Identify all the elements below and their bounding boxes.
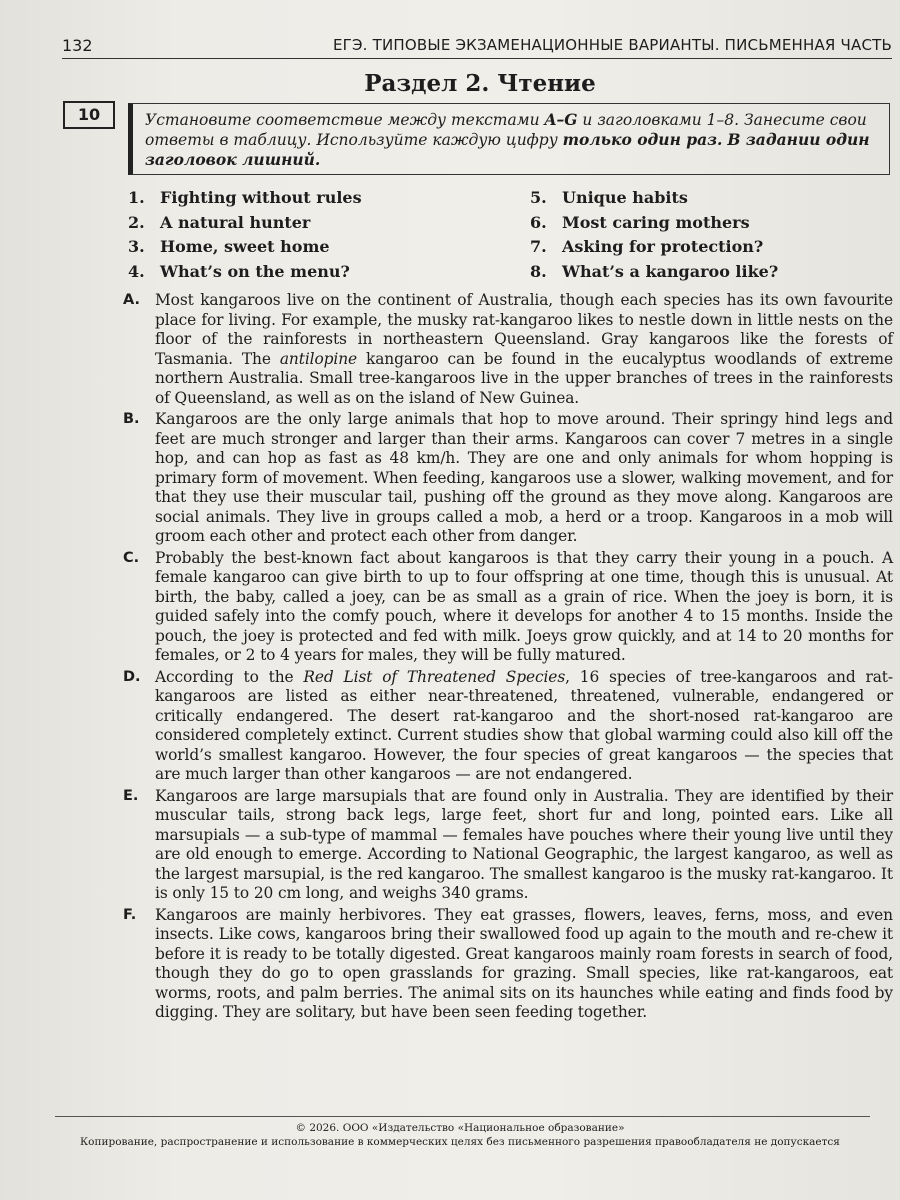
text-letter: A.: [123, 292, 140, 308]
text-body: [155, 668, 893, 785]
heading-number: 4.: [128, 261, 145, 281]
heading-item: [530, 188, 890, 213]
heading-text: What’s a kangaroo like?: [562, 261, 779, 281]
text-a: [123, 291, 893, 408]
running-title: ЕГЭ. ТИПОВЫЕ ЭКЗАМЕНАЦИОННЫЕ ВАРИАНТЫ. ПИСЬМЕННАЯ ЧАСТЬ: [332, 36, 892, 54]
text-fragment: , 16 species of tree-kangaroos and rat-kangaroos are listed as either near-threatened, threatened, vulnerable, endangered or critically endangered. The desert rat-kangaroo and the short-nosed rat-kangaroo are considered completely extinct. Current studies show that global warming could also kill off the world’s smallest kangaroo. However, the four species of great kangaroos — the species that are much larger than other kangaroos — are not endangered.: [155, 667, 893, 783]
instruction-emphasis: A–G: [544, 110, 578, 129]
heading-item: [128, 237, 508, 262]
heading-item: [128, 213, 508, 238]
text-body: Probably the best-known fact about kangaroos is that they carry their young in a pouch. A female kangaroo can give birth to up to four offspring at one time, though this is unusual. At birth, the baby, called a joey, can be as small as a grain of rice. When the joey is born, it is guided safely into the comfy pouch, where it develops for another 4 to 15 months. Inside the pouch, the joey is protected and fed with milk. Joeys grow quickly, and at 14 to 20 months for females, or 2 to 4 years for males, they will be fully matured.: [155, 548, 893, 664]
text-body: [155, 291, 893, 408]
text-letter: D.: [123, 668, 141, 685]
heading-text: Home, sweet home: [160, 237, 330, 256]
task-instruction: [128, 103, 890, 175]
text-letter: C.: [123, 549, 140, 566]
text-e: [123, 787, 893, 904]
heading-item: [530, 213, 890, 238]
text-c: [123, 549, 893, 666]
instruction-text: Установите соответствие между текстами: [145, 111, 545, 129]
text-letter: F.: [123, 906, 137, 923]
text-fragment: Most kangaroos live on the continent of Australia, though each species has its own favourite place for living. For example, the musky rat-kangaroo likes to nestle down in little nests on the floor of the rainforests in northeastern Queensland. Gray kangaroos like the forests of Tasmania. The: [155, 291, 893, 368]
heading-item: [530, 262, 890, 287]
page-number: 132: [62, 36, 93, 55]
text-fragment: According to the: [155, 667, 304, 686]
heading-text: Fighting without rules: [160, 188, 362, 207]
reading-texts: [123, 291, 893, 1025]
heading-text: Asking for protection?: [562, 237, 764, 256]
text-italic: antilopine: [279, 349, 358, 368]
heading-text: A natural hunter: [160, 212, 311, 232]
instruction-text: и заголовками 1–8. Занесите свои ответы в таблицу. Используйте каждую цифру: [145, 111, 867, 149]
heading-number: 6.: [530, 212, 547, 232]
heading-number: 2.: [128, 212, 145, 232]
text-body: Kangaroos are large marsupials that are found only in Australia. They are identified by their muscular tails, strong back legs, large feet, short fur and long, pointed ears. Like all marsupials — a sub-type of mammal — females have pouches where their young live until they are old enough to emerge. According to National Geographic, the largest kangaroo, as well as the largest marsupial, is the red kangaroo. The smallest kangaroo is the musky rat-kangaroo. It is only 15 to 20 cm long, and weighs 340 grams.: [155, 786, 893, 902]
footer-divider: [55, 1116, 870, 1117]
heading-text: What’s on the menu?: [160, 261, 350, 281]
section-title: Раздел 2. Чтение: [364, 70, 596, 97]
instruction-emphasis: В задании один заголовок лишний.: [145, 130, 870, 169]
text-letter: E.: [123, 787, 139, 804]
heading-item: [530, 237, 890, 262]
heading-number: 3.: [128, 237, 145, 256]
heading-number: 1.: [128, 188, 145, 207]
heading-text: Unique habits: [562, 188, 688, 207]
text-letter: B.: [123, 411, 140, 427]
task-number: 10: [63, 101, 115, 129]
instruction-emphasis: только один раз.: [562, 130, 723, 149]
heading-number: 8.: [530, 261, 547, 281]
headings-list-right: [530, 188, 890, 286]
text-italic: Red List of Threatened Species: [303, 667, 566, 686]
page-footer: [40, 1121, 880, 1149]
heading-item: [128, 188, 508, 213]
heading-item: [128, 262, 508, 287]
text-d: [123, 668, 893, 785]
page-header: [62, 36, 892, 59]
text-body: Kangaroos are mainly herbivores. They eat grasses, flowers, leaves, ferns, moss, and even insects. Like cows, kangaroos bring their swallowed food up again to the mouth and re-chew it before it is ready to be totally digested. Great kangaroos mainly roam forests in search of food, though they do go to open grasslands for grazing. Small species, like rat-kangaroos, eat worms, roots, and palm berries. The animal sits on its haunches while eating and finds food by digging. They are solitary, but have been seen feeding together.: [155, 905, 893, 1021]
footer-notice: Копирование, распространение и использование в коммерческих целях без письменного разрешения правообладателя не допускается: [80, 1136, 840, 1148]
headings-list-left: [128, 188, 508, 286]
text-body: Kangaroos are the only large animals that hop to move around. Their springy hind legs and feet are much stronger and larger than their arms. Kangaroos can cover 7 metres in a single hop, and can hop as fast as 48 km/h. They are one and only animals for whom hopping is primary form of movement. When feeding, kangaroos use a slower, walking movement, and for that they use their muscular tail, pushing off the ground as they move along. Kangaroos are social animals. They live in groups called a mob, a herd or a troop. Kangaroos in a mob will groom each other and protect each other from danger.: [155, 410, 893, 545]
heading-number: 5.: [530, 188, 547, 207]
text-b: [123, 410, 893, 547]
heading-text: Most caring mothers: [562, 212, 750, 232]
heading-number: 7.: [530, 237, 547, 256]
text-f: [123, 906, 893, 1023]
text-fragment: kangaroo can be found in the eucalyptus woodlands of extreme northern Australia. Small tree-kangaroos live in the upper branches of trees in the rainforests of Queensland, as well as on the island of New Guinea.: [155, 349, 893, 407]
footer-copyright: © 2026. ООО «Издательство «Национальное образование»: [295, 1122, 625, 1134]
